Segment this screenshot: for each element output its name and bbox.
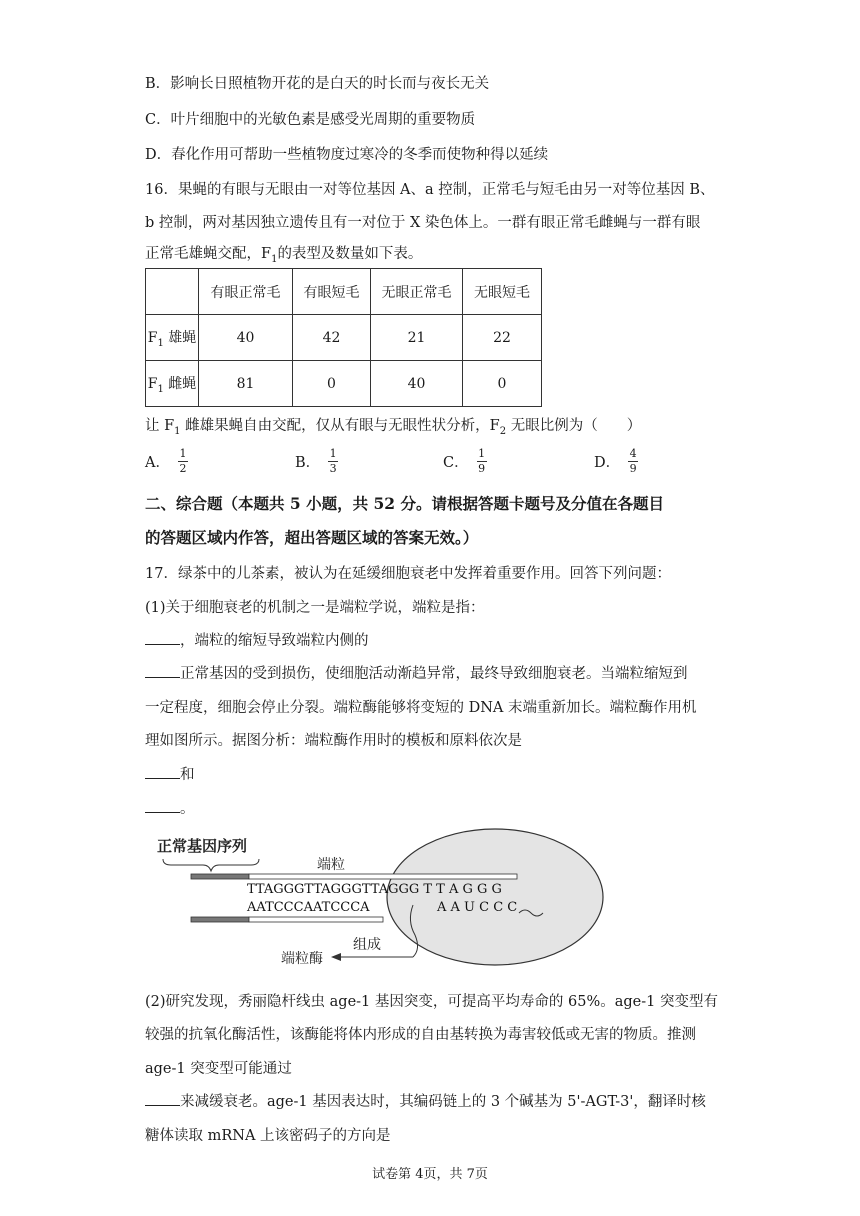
table-header-cell: 有眼短毛 — [293, 269, 371, 315]
fraction: $\frac{1}{2}$ — [179, 447, 187, 475]
q17-p1-line-5: 理如图所示。据图分析：端粒酶作用时的模板和原料依次是 — [145, 733, 522, 749]
gene-bar-bottom — [191, 917, 249, 922]
phenotype-table — [145, 268, 542, 407]
table-cell: 22 — [463, 315, 542, 361]
subscript: 1 — [271, 253, 278, 265]
section-2-heading-line-2: 的答题区域内作答，超出答题区域的答案无效。） — [145, 528, 479, 547]
telomere-bar-bottom — [249, 917, 383, 922]
q17-p2-line-2: 较强的抗氧化酶活性，该酶能将体内形成的自由基转换为毒害较低或无害的物质。推测 — [145, 1027, 696, 1043]
q17-p1-line-2: ，端粒的缩短导致端粒内侧的 — [145, 629, 369, 650]
answer-blank — [145, 665, 180, 678]
fraction: $\frac{4}{9}$ — [629, 447, 637, 475]
q17-p2-line-1: (2)研究发现，秀丽隐杆线虫 age-1 基因突变，可提高平均寿命的 65%。age-1 突变型有 — [145, 994, 718, 1010]
table-header-row — [146, 269, 542, 315]
section-2-heading-line-1: 二、综合题（本题共 5 小题，共 52 分。请根据答题卡题号及分值在各题目 — [145, 494, 664, 513]
q16-option-c: C． $\frac{1}{9}$ — [443, 447, 486, 475]
compose-label: 组成 — [353, 937, 381, 953]
table-cell: 42 — [293, 315, 371, 361]
q16-line-3-text-b: 的表型及数量如下表。 — [277, 246, 423, 262]
q16-line-1: 16．果蝇的有眼与无眼由一对等位基因 A、a 控制，正常毛与短毛由另一对等位基因 B、 — [145, 182, 715, 198]
fraction: $\frac{1}{3}$ — [329, 447, 337, 475]
telomerase-label: 端粒酶 — [281, 951, 323, 967]
bottom-dna-sequence: AATCCCAATCCCA — [247, 900, 370, 915]
gene-bar-top — [191, 874, 249, 879]
table-cell: 40 — [199, 315, 293, 361]
table-cell: 21 — [371, 315, 463, 361]
table-cell: 0 — [293, 361, 371, 407]
q16-line-3 — [145, 242, 422, 265]
table-header-cell: 有眼正常毛 — [199, 269, 293, 315]
arrow-head — [331, 953, 341, 961]
q15-option-c: C．叶片细胞中的光敏色素是感受光周期的重要物质 — [145, 112, 476, 128]
top-dna-sequence: TTAGGGTTAGGGTTAGGG T T A G G G — [247, 882, 502, 897]
q16-option-d: D． $\frac{4}{9}$ — [594, 447, 637, 475]
table-cell: 81 — [199, 361, 293, 407]
q16-line-3-text: 正常毛雄蝇交配，F — [145, 246, 272, 262]
fraction: $\frac{1}{9}$ — [478, 447, 486, 475]
table-cell: 0 — [463, 361, 542, 407]
telomere-label: 端粒 — [317, 857, 345, 873]
table-row — [146, 361, 542, 407]
q17-p1-line-7: 。 — [145, 797, 195, 818]
q17-p2-line-3: age-1 突变型可能通过 — [145, 1061, 292, 1077]
q17-p1-line-3: 正常基因的受到损伤，使细胞活动渐趋异常，最终导致细胞衰老。当端粒缩短到 — [145, 662, 688, 683]
telomerase-diagram — [145, 825, 605, 975]
q16-option-a: A． $\frac{1}{2}$ — [145, 447, 187, 475]
q16-question: 让 $F_1$ 雌雄果蝇自由交配，仅从有眼与无眼性状分析，$F_2$ 无眼比例为（ ） — [145, 418, 642, 437]
q17-p1-line-4: 一定程度，细胞会停止分裂。端粒酶能够将变短的 DNA 末端重新加长。端粒酶作用机 — [145, 700, 697, 716]
q17-p1-line-1: (1)关于细胞衰老的机制之一是端粒学说，端粒是指： — [145, 600, 485, 616]
q17-intro: 17．绿茶中的儿茶素，被认为在延缓细胞衰老中发挥着重要作用。回答下列问题： — [145, 566, 671, 582]
q17-p2-line-4: 来减缓衰老。age-1 基因表达时，其编码链上的 3 个碱基为 5'-AGT-3'，翻译时核 — [145, 1090, 706, 1111]
page-footer: 试卷第 4页，共 7页 — [372, 1167, 488, 1182]
table-header-cell: 无眼短毛 — [463, 269, 542, 315]
telomerase-ellipse — [387, 829, 603, 965]
table-row — [146, 315, 542, 361]
q15-option-b: B．影响长日照植物开花的是白天的时长而与夜长无关 — [145, 76, 490, 92]
table-cell: 40 — [371, 361, 463, 407]
telomere-bar-top — [249, 874, 517, 879]
q15-option-d: D．春化作用可帮助一些植物度过寒冷的冬季而使物种得以延续 — [145, 147, 549, 163]
row-label: $F_1$ 雄蝇 — [146, 315, 199, 361]
answer-blank — [145, 1093, 180, 1106]
q16-line-2: b 控制，两对基因独立遗传且有一对位于 X 染色体上。一群有眼正常毛雌蝇与一群有眼 — [145, 215, 701, 231]
answer-blank — [145, 632, 180, 645]
gene-brace — [163, 859, 259, 871]
q16-option-b: B． $\frac{1}{3}$ — [295, 447, 337, 475]
answer-blank — [145, 766, 180, 779]
table-header-cell: 无眼正常毛 — [371, 269, 463, 315]
q17-p2-line-5: 糖体读取 mRNA 上该密码子的方向是 — [145, 1128, 391, 1144]
row-label: $F_1$ 雌蝇 — [146, 361, 199, 407]
q17-p1-line-6: 和 — [145, 763, 195, 784]
table-header-cell — [146, 269, 199, 315]
answer-blank — [145, 800, 180, 813]
gene-sequence-label: 正常基因序列 — [157, 837, 248, 855]
rna-template: A A U C C C — [437, 900, 518, 915]
